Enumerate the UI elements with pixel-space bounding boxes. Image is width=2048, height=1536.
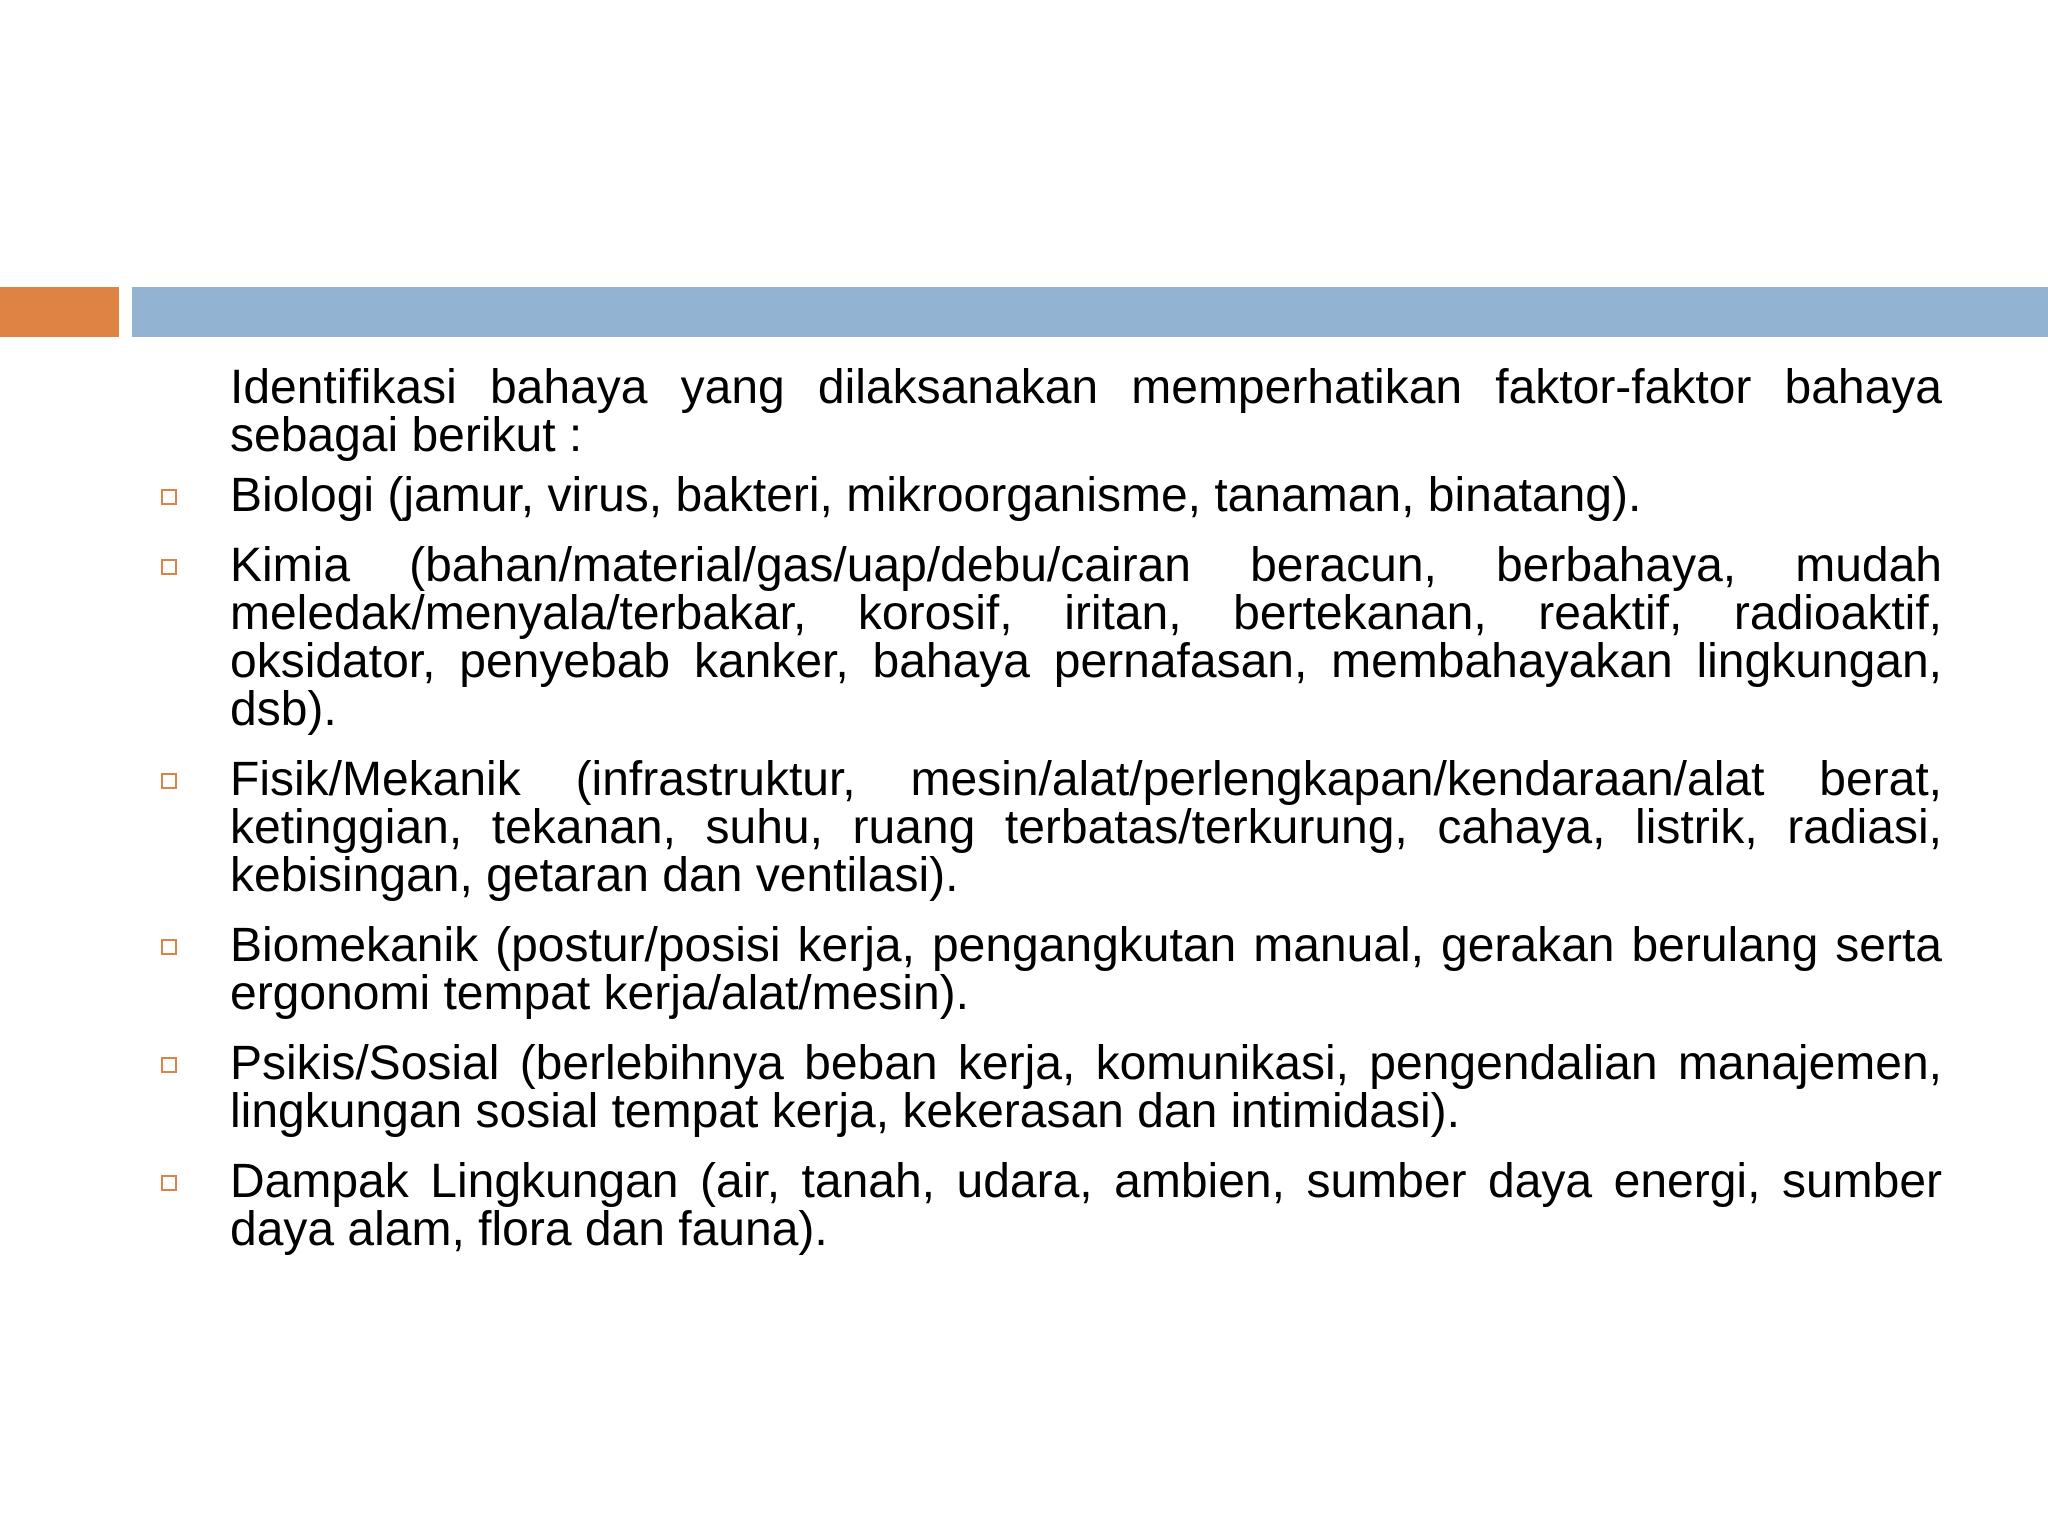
header-bar-orange [0,287,119,337]
hollow-square-icon [161,1175,177,1191]
list-item [230,539,1942,736]
list-item [230,469,1942,522]
list-item-text: Dampak Lingkungan (air, tanah, udara, ambien, sumber daya energi, sumber daya alam, flora dan fauna). [230,1155,1942,1256]
hollow-square-icon [161,1057,177,1073]
list-item-text: Biomekanik (postur/posisi kerja, pengangkutan manual, gerakan berulang serta ergonomi tempat kerja/alat/mesin). [230,919,1942,1020]
list-item [230,1155,1942,1256]
header-bar-blue [132,287,2048,337]
hollow-square-icon [161,773,177,789]
list-item-text: Kimia (bahan/material/gas/uap/debu/cairan beracun, berbahaya, mudah meledak/menyala/terbakar, korosif, iritan, bertekanan, reaktif, radioaktif, oksidator, penyebab kanker, bahaya pernafasan, membahayakan lingkungan, dsb). [230,539,1942,736]
hollow-square-icon [161,939,177,955]
list-item-text: Biologi (jamur, virus, bakteri, mikroorganisme, tanaman, binatang). [230,469,1642,522]
list-item-text: Psikis/Sosial (berlebihnya beban kerja, komunikasi, pengendalian manajemen, lingkungan sosial tempat kerja, kekerasan dan intimidasi). [230,1037,1942,1138]
intro-text: Identifikasi bahaya yang dilaksanakan memperhatikan faktor-faktor bahaya sebagai berikut : [230,361,1942,462]
list-item [230,1037,1942,1138]
slide-body [230,361,1942,1276]
hollow-square-icon [161,559,177,575]
list-item-text: Fisik/Mekanik (infrastruktur, mesin/alat/perlengkapan/kendaraan/alat berat, ketinggian, tekanan, suhu, ruang terbatas/terkurung, cahaya, listrik, radiasi, kebisingan, getaran dan ventilasi). [230,753,1942,902]
list-item [230,753,1942,902]
hollow-square-icon [161,489,177,505]
list-item [230,919,1942,1020]
hazard-list [230,469,1942,1256]
